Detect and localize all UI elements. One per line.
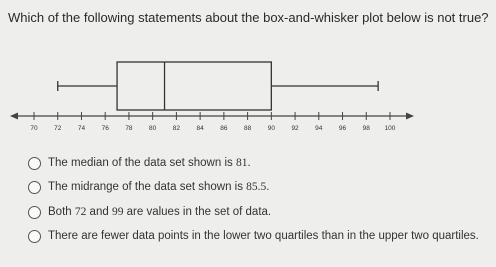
tick-label: 94 [315,125,323,132]
radio-button[interactable] [28,206,41,219]
interquartile-box [117,62,271,110]
tick-label: 74 [77,125,86,132]
tick-label: 92 [291,125,299,132]
tick-label: 96 [338,125,347,132]
radio-button[interactable] [28,157,41,170]
axis-arrow-right [406,113,414,120]
tick-label: 76 [101,125,109,132]
tick-label: 86 [220,125,228,132]
tick-label: 98 [362,125,370,132]
question-text: Which of the following statements about the box-and-whisker plot below is not true? [8,10,489,25]
tick-label: 70 [30,125,38,132]
choice-label: The midrange of the data set shown is 85.5. [48,181,270,193]
answer-choice-4[interactable] [28,229,479,246]
choice-label: The median of the data set shown is 81. [48,157,251,169]
tick-label: 82 [172,125,181,132]
tick-label: 84 [196,125,204,132]
answer-choice-2[interactable] [28,180,270,197]
radio-button[interactable] [28,230,41,243]
tick-label: 72 [54,125,62,132]
answer-choice-1[interactable] [28,156,251,173]
tick-label: 88 [243,125,252,132]
tick-label: 90 [267,125,275,132]
radio-button[interactable] [28,181,41,194]
tick-label: 80 [149,125,157,132]
tick-label: 78 [125,125,133,132]
choice-label: Both 72 and 99 are values in the set of data. [48,206,272,218]
choice-label: There are fewer data points in the lower two quartiles than in the upper two quartiles. [48,230,479,242]
axis-arrow-left [10,113,18,120]
answer-choice-3[interactable] [28,205,271,222]
tick-label: 100 [384,125,396,132]
